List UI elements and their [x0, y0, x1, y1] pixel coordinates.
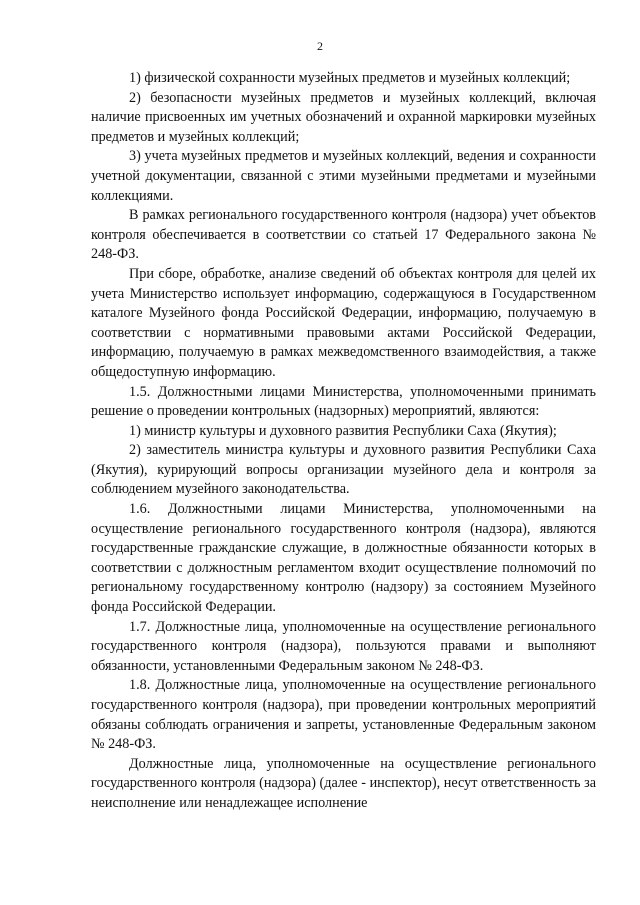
paragraph-minister: 1) министр культуры и духовного развития Республики Саха (Якутия);	[129, 422, 557, 439]
document-body	[91, 69, 596, 814]
paragraph-control-objects-accounting: В рамках регионального государственного контроля (надзора) учет объектов контроля обеспечивается в соответствии со статьей 17 Федерального закона № 248-ФЗ.	[91, 207, 596, 263]
paragraph-1-7-rights-duties: 1.7. Должностные лица, уполномоченные на осуществление регионального государственного контроля (надзора), пользуются правами и выполняют обязанности, установленными Федеральным законом № 248-ФЗ.	[91, 618, 596, 674]
paragraph-1-6-authorized-officials: 1.6. Должностными лицами Министерства, уполномоченными на осуществление регионального государственного контроля (надзора), являются государственные гражданские служащие, в должностные обязанности которых в соответствии с должностным регламентом входит осуществление полномочий по региональному государственному контролю (надзору) за состоянием Музейного фонда Российской Федерации.	[91, 501, 596, 616]
paragraph-item-1-physical-safety: 1) физической сохранности музейных предметов и музейных коллекций;	[129, 70, 571, 86]
paragraph-information-sources: При сборе, обработке, анализе сведений об объектах контроля для целей их учета Министерство использует информацию, содержащуюся в Государственном каталоге Музейного фонда Российской Федерации, информацию, получаемую в соответствии с нормативными правовыми актами Российской Федерации, информацию, получаемую в рамках межведомственного взаимодействия, а также общедоступную информацию.	[91, 265, 596, 380]
paragraph-deputy-minister: 2) заместитель министра культуры и духовного развития Республики Саха (Якутия), курирующий вопросы организации музейного дела и контроля за соблюдением музейного законодательства.	[91, 442, 596, 498]
paragraph-1-5-decision-officials: 1.5. Должностными лицами Министерства, уполномоченными принимать решение о проведении контрольных (надзорных) мероприятий, являются:	[91, 383, 596, 420]
paragraph-item-3-accounting: 3) учета музейных предметов и музейных коллекций, ведения и сохранности учетной документации, связанной с этими музейными предметами и музейными коллекциями.	[91, 148, 596, 204]
page-number: 2	[317, 39, 323, 53]
paragraph-item-2-security: 2) безопасности музейных предметов и музейных коллекций, включая наличие присвоенных им учетных обозначений и охранной маркировки музейных предметов и музейных коллекций;	[91, 89, 596, 145]
paragraph-1-8-restrictions: 1.8. Должностные лица, уполномоченные на осуществление регионального государственного контроля (надзора), при проведении контрольных мероприятий обязаны соблюдать ограничения и запреты, установленные Федеральным законом № 248-ФЗ.	[91, 677, 596, 753]
paragraph-inspector-responsibility: Должностные лица, уполномоченные на осуществление регионального государственного контроля (надзора) (далее - инспектор), несут ответственность за неисполнение или ненадлежащее исполнение	[91, 755, 596, 811]
